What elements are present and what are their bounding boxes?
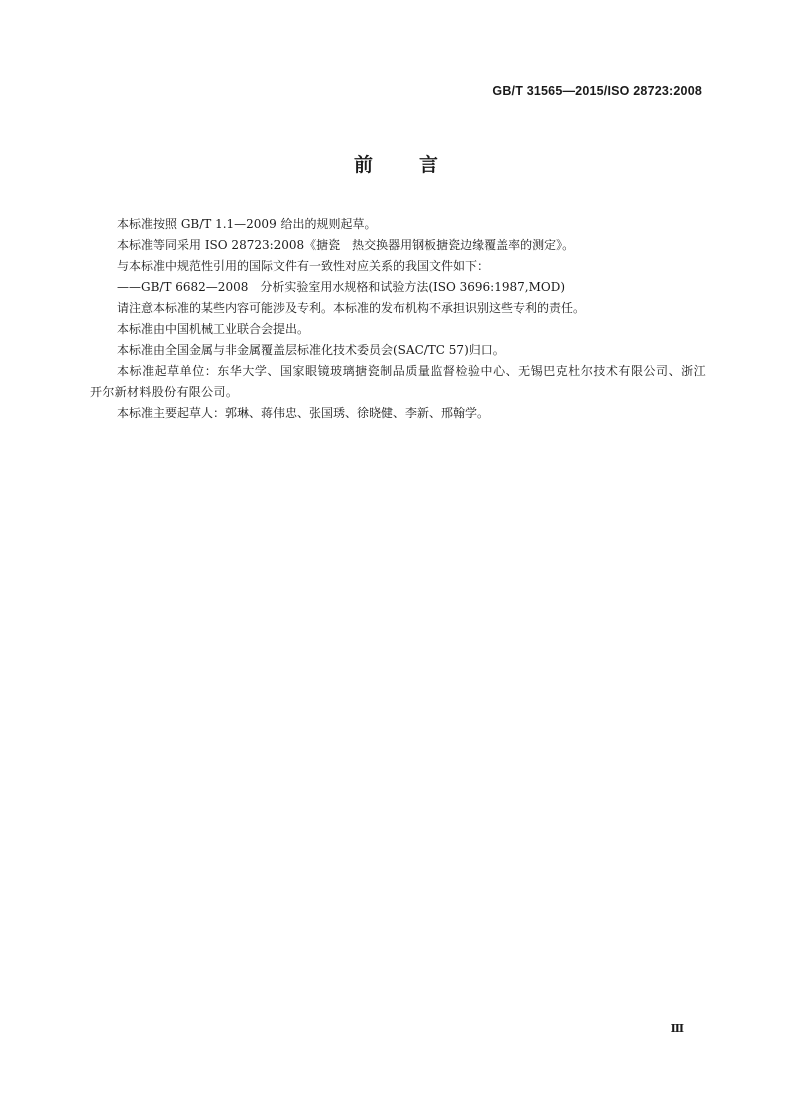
foreword-body [90,214,706,424]
paragraph-proposed-by: 本标准由中国机械工业联合会提出。 [117,322,310,336]
paragraph-drafting-organizations: 本标准起草单位：东华大学、国家眼镜玻璃搪瓷制品质量监督检验中心、无锡巴克杜尔技术有限公司、浙江开尔新材料股份有限公司。 [90,364,706,399]
standard-code-header: GB/T 31565—2015/ISO 28723:2008 [492,84,702,98]
paragraph-under-jurisdiction: 本标准由全国金属与非金属覆盖层标准化技术委员会(SAC/TC 57)归口。 [117,343,505,357]
paragraph-drafting-rules: 本标准按照 GB/T 1.1—2009 给出的规则起草。 [117,217,377,231]
page-title: 前言 [353,154,484,176]
paragraph-referenced-standard: ——GB/T 6682—2008 分析实验室用水规格和试验方法(ISO 3696:1987,MOD) [117,280,566,294]
paragraph-equivalent-adoption: 本标准等同采用 ISO 28723:2008《搪瓷 热交换器用钢板搪瓷边缘覆盖率的测定》。 [117,238,575,252]
paragraph-main-drafters: 本标准主要起草人：郭琳、蒋伟忠、张国琇、徐晓健、李新、邢翰学。 [117,406,490,420]
paragraph-patent-notice: 请注意本标准的某些内容可能涉及专利。本标准的发布机构不承担识别这些专利的责任。 [117,301,586,315]
paragraph-correspondence-intro: 与本标准中规范性引用的国际文件有一致性对应关系的我国文件如下： [117,259,490,273]
page-number: Ⅲ [670,1022,684,1035]
